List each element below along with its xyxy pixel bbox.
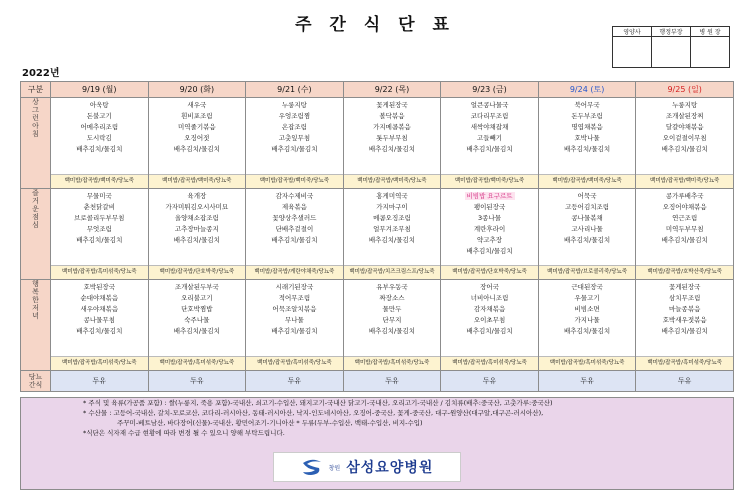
menu-item: 볼닥볶음 [379,112,405,120]
approval-sign-director [691,37,730,68]
day-header: 9/20 (화) [148,82,246,98]
menu-item: 꽃양상추샐러드 [272,214,317,222]
menu-item: 올양채소잡조림 [174,214,219,222]
snack-cell: 두유 [636,371,734,392]
approval-sign-admin [652,37,691,68]
menu-cell [441,98,539,189]
approval-box [612,26,730,68]
menu-item: 누룽지탕 [281,101,307,109]
menu-items [344,280,441,356]
menu-item: 배추김치/물김치 [271,236,318,244]
menu-item: 무엇조림 [86,225,112,233]
staple-options: 백미밥/잡곡밥/백미죽/당뇨죽 [539,174,636,188]
menu-item: 숙주나물 [184,316,210,324]
snack-label [21,371,51,392]
menu-item: 미역두부무침 [665,225,704,233]
menu-item: 배추김치/물김치 [271,145,318,153]
menu-items [344,98,441,174]
day-header: 9/21 (수) [246,82,344,98]
menu-item: 새우야채볶음 [80,305,119,313]
menu-item: 흰비포조림 [181,112,213,120]
menu-cell [441,189,539,280]
menu-item: 배추김치/물김치 [76,327,123,335]
menu-cell [343,189,441,280]
menu-cell [148,98,246,189]
menu-items [441,189,538,265]
day-header: 9/22 (목) [343,82,441,98]
menu-item: 배추김치/물김치 [564,327,611,335]
menu-item: 배추김치/물김치 [466,327,513,335]
menu-items [636,280,733,356]
logo-s-icon [301,458,323,476]
approval-header-director: 병 원 장 [691,27,730,37]
snack-label-text: 당뇨간식 [28,373,43,389]
menu-item: 배추김치/물김치 [564,145,611,153]
meal-label-text: 행복한저녁 [32,280,39,320]
meal-label-text: 즐거운점심 [32,189,39,229]
menu-cell [148,189,246,280]
menu-item: 고등어김치조림 [565,203,610,211]
staple-options: 백미밥/잡곡밥/호박산죽/당뇨죽 [636,265,733,279]
note-origin-seafood: * 수산물 : 고등어-국내산, 갈치-모로코산, 코다리-러시아산, 동태-러시아산, 낙지-인도네시아산, 오징어-중국산, 꽃게-중국산, 대구-원양산(대구알,대구곤-러시아산), [83,409,544,417]
menu-item: 오이겉절이무침 [662,134,707,142]
menu-item: 배추김치/물김치 [173,327,220,335]
meal-row [21,189,734,280]
menu-item: 꽃게된장국 [376,101,408,109]
staple-options: 백미밥/잡곡밥/브로콜리죽/당뇨죽 [539,265,636,279]
staple-options: 백미밥/잡곡밥/게란야채죽/당뇨죽 [246,265,343,279]
menu-item: 배추김치/물김치 [661,327,708,335]
snack-cell: 두유 [538,371,636,392]
staple-options: 백미밥/잡곡밥/백미죽/당뇨죽 [51,174,148,188]
menu-items [441,280,538,356]
menu-items [539,98,636,174]
menu-item: 콩나물무침 [83,316,115,324]
menu-item: 3종나물 [478,214,502,222]
menu-item: 우엉조림찜 [278,112,311,120]
snack-cell: 두유 [343,371,441,392]
menu-item: 배추김치/물김치 [564,236,611,244]
menu-item: 호박나물 [574,134,600,142]
staple-options: 백미밥/잡곡밥/백미죽/당뇨죽 [636,174,733,188]
snack-cell: 두유 [148,371,246,392]
menu-item: 호박된장국 [83,283,115,291]
menu-item: 오징어야채볶음 [662,203,707,211]
menu-items [539,189,636,265]
menu-cell [246,280,344,371]
meal-label [21,280,51,371]
menu-item: 배추김치/물김치 [76,236,123,244]
menu-item: 장어국 [480,283,499,291]
menu-item: 톳두부무침 [376,134,408,142]
menu-cell [636,98,734,189]
menu-item: 감자채볶음 [473,305,506,313]
menu-items [539,280,636,356]
menu-item: 배추김치/물김치 [173,236,220,244]
menu-item: 물만두 [382,305,402,313]
year-label: 2022년 [22,68,60,79]
menu-item: 어묵국 [577,192,597,200]
menu-item: 단무지 [382,316,402,324]
day-header: 9/24 (토) [538,82,636,98]
menu-item: 단배추겉절이 [275,225,314,233]
menu-header-row [21,82,734,98]
menu-items [246,98,343,174]
staple-options: 백미밥/잡곡밥/흑미섞죽/당뇨죽 [51,265,148,279]
menu-item: 돈불고기 [86,112,112,120]
staple-options: 백미밥/잡곡밥/단호박죽/당뇨죽 [441,265,538,279]
staple-options: 백미밥/잡곡밥/흑미섞죽/당뇨죽 [539,356,636,370]
menu-cell [51,280,149,371]
day-header: 9/19 (월) [51,82,149,98]
snack-row [21,371,734,392]
staple-options: 백미밥/잡곡밥/흑미섞죽/당뇨죽 [51,356,148,370]
menu-item: 코다리무조림 [470,112,509,120]
menu-items [149,280,246,356]
day-header: 9/23 (금) [441,82,539,98]
staple-options: 백미밥/잡곡밥/흑미섞죽/당뇨죽 [344,356,441,370]
menu-item: 비빔소면 [574,305,600,313]
note-origin-seafood-cont: 주꾸미-베트남산, 바다장어(신물)-국내산, 황민어조기-기니아산 * 두류(두부-수입산, 백태-수입산, 비지-수입) [117,419,423,427]
menu-items [246,189,343,265]
menu-items [51,280,148,356]
menu-items [246,280,343,356]
menu-item: 약고추장 [476,236,503,244]
menu-item: 오이초무침 [473,316,506,324]
page-title: 주 간 식 단 표 [295,15,455,35]
menu-item: 근대된장국 [571,283,603,291]
staple-options: 백미밥/잡곡밥/백미죽/당뇨죽 [344,174,441,188]
menu-item: 시래기된장국 [275,283,314,291]
menu-item: 연근조림 [672,214,698,222]
menu-item-row [441,191,538,202]
menu-item-special: 비빔밥 요구르트 [466,192,513,200]
meal-label [21,189,51,280]
menu-item: 새우국 [187,101,207,109]
menu-item: 무나물 [284,316,304,324]
menu-item: 계란후라이 [473,225,506,233]
approval-header-admin: 행정부장 [652,27,691,37]
menu-item: 도시락김 [86,134,112,142]
menu-items [51,98,148,174]
menu-table [20,81,734,392]
menu-item: 가지메콤볶음 [373,123,411,131]
menu-item: 제육볶음 [281,203,307,211]
staple-options: 백미밥/잡곡밥/흑미섞죽/당뇨죽 [149,356,246,370]
meal-label-text: 상그런아침 [32,98,39,138]
menu-item: 감자수제비국 [275,192,314,200]
menu-item: 조개살된장찌 [665,112,704,120]
staple-options: 백미밥/잡곡밥/흑미섞죽/당뇨죽 [246,356,343,370]
meal-label [21,98,51,189]
logo-name: 삼성요양병원 [346,460,434,476]
approval-sign-dietitian [613,37,652,68]
menu-item: 어메추리조림 [80,123,119,131]
menu-item: 배추김치/물김치 [368,145,416,153]
menu-cell [636,280,734,371]
note-origin-grain: * 주식 및 육류(가공품 포함) : 쌀(누룽지, 죽용 포함)-국내산, 쇠고기-수입산, 돼지고기-국내산 닭고기-국내산, 오리고기-국내산 / 김치류(배추:중국산, 고춧가루:중국산) [83,399,553,407]
corner-label: 구분 [21,82,51,98]
menu-items [51,189,148,265]
menu-items [636,189,733,265]
menu-items [149,98,246,174]
menu-item: 가지마구이 [376,203,408,211]
menu-item: 홍게미역국 [376,192,408,200]
menu-item: 고사리나물 [571,225,603,233]
logo-small-text: 창원 [328,464,341,472]
menu-item: 누룽지탕 [672,101,698,109]
meal-row [21,98,734,189]
menu-item: 돈두부조림 [571,112,603,120]
menu-item: 유부우동국 [376,283,408,291]
menu-item: 배추김치/물김치 [368,236,416,244]
menu-item: 아욱탕 [89,101,109,109]
menu-cell [538,189,636,280]
menu-item: 배추김치/물김치 [368,327,416,335]
snack-cell: 두유 [51,371,149,392]
menu-item: 미역줄기볶음 [178,123,216,131]
menu-item: 배추김치/물김치 [466,145,513,153]
note-menu-change: *식단은 식자재 수급 현황에 따라 변경 될 수 있으니 양해 부탁드립니다. [83,429,285,437]
menu-item: 삼치무조림 [668,294,701,302]
menu-item: 고춧잎무침 [278,134,311,142]
menu-item: 새싹야채잡채 [470,123,509,131]
menu-items [149,189,246,265]
menu-item: 육개장 [187,192,207,200]
menu-cell [246,189,344,280]
menu-cell [441,280,539,371]
menu-item: 배추김치/물김치 [466,247,513,255]
menu-item: 배추김치/물김치 [271,327,318,335]
staple-options: 백미밥/잡곡밥/백미죽/당뇨죽 [441,174,538,188]
menu-item: 고추장마늘종지 [174,225,219,233]
menu-item: 오리불고기 [181,294,213,302]
menu-cell [51,98,149,189]
menu-item: 명엽채볶음 [571,123,603,131]
staple-options: 백미밥/잡곡밥/백미죽/당뇨죽 [149,174,246,188]
menu-item: 춘천닭갈비 [83,203,115,211]
snack-cell: 두유 [246,371,344,392]
menu-item: 배추김치/물김치 [661,236,708,244]
menu-item: 메콤오징조림 [373,214,411,222]
menu-items [344,189,441,265]
menu-item: 무물미국 [86,192,112,200]
menu-item: 단호박찜밥 [181,305,213,313]
menu-item: 고들빼기 [476,134,503,142]
menu-cell [343,280,441,371]
menu-item: 오징어젓 [184,134,210,142]
menu-item: 얼무겨조무침 [373,225,411,233]
menu-item: 짜장소스 [379,294,405,302]
menu-cell [246,98,344,189]
menu-item: 가자미튀김오시사미묘 [165,203,229,211]
menu-item: 콩나물볶채 [571,214,603,222]
menu-item: 온잡조림 [281,123,307,131]
menu-cell [538,98,636,189]
staple-options: 백미밥/잡곡밥/흑미섞죽/당뇨죽 [636,356,733,370]
menu-item: 순대야채볶음 [80,294,119,302]
staple-options: 백미밥/잡곡밥/흑미섞죽/당뇨죽 [441,356,538,370]
day-header: 9/25 (일) [636,82,734,98]
menu-item: 우물고기 [574,294,600,302]
menu-item: 적어무조림 [278,294,311,302]
menu-item: 배추김치/물김치 [661,145,708,153]
staple-options: 백미밥/잡곡밥/치즈크림스프/당뇨죽 [344,265,441,279]
menu-item: 팽이된장국 [473,203,506,211]
menu-item: 배추김치/물김치 [173,145,220,153]
menu-item: 마늘종볶음 [668,305,701,313]
menu-item: 호박새우젓볶음 [662,316,707,324]
hospital-logo [273,452,461,482]
meal-row [21,280,734,371]
menu-item: 브로콜리두부무침 [74,214,125,222]
menu-item: 배추김치/물김치 [76,145,123,153]
menu-item: 너비아니조림 [470,294,509,302]
menu-item: 얼큰콩나물국 [470,101,509,109]
menu-item: 북어무국 [574,101,600,109]
menu-cell [636,189,734,280]
approval-header-dietitian: 영양사 [613,27,652,37]
menu-item: 조개살된두부국 [174,283,219,291]
snack-cell: 두유 [441,371,539,392]
menu-item: 꽃게된장국 [668,283,701,291]
menu-item: 어묵조알치볶음 [272,305,317,313]
menu-item: 달걀야채볶음 [665,123,704,131]
menu-items [636,98,733,174]
staple-options: 백미밥/잡곡밥/백미죽/당뇨죽 [246,174,343,188]
menu-item: 콩가루배추국 [665,192,704,200]
menu-cell [148,280,246,371]
menu-cell [538,280,636,371]
menu-cell [343,98,441,189]
menu-item: 가지나물 [574,316,600,324]
menu-items [441,98,538,174]
menu-cell [51,189,149,280]
staple-options: 백미밥/잡곡밥/단호박죽/당뇨죽 [149,265,246,279]
